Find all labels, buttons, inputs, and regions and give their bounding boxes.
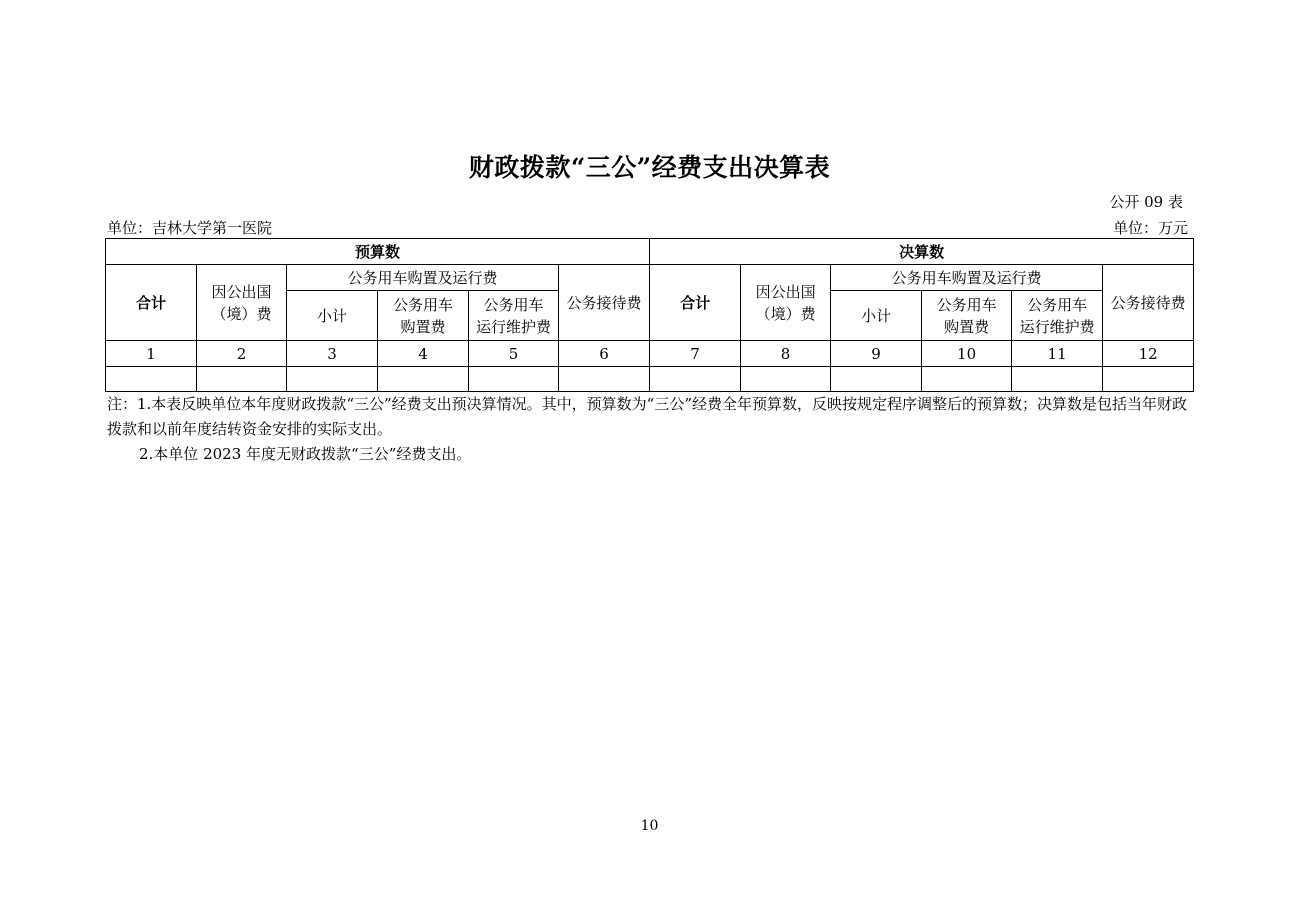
- budget-purchase-line2: 购置费: [400, 317, 446, 336]
- column-number: 11: [1012, 341, 1103, 367]
- table-cell: [922, 367, 1012, 392]
- final-purchase-line2: 购置费: [944, 317, 990, 336]
- budget-abroad-header: [197, 265, 287, 341]
- final-operation-header: [1012, 291, 1103, 341]
- column-number: 5: [469, 341, 559, 367]
- budget-operation-header: [469, 291, 559, 341]
- table-cell: [650, 367, 741, 392]
- final-subtotal-header: 小计: [831, 291, 922, 341]
- table-cell: [559, 367, 650, 392]
- page-title: 财政拨款“三公”经费支出决算表: [468, 153, 831, 182]
- final-abroad-line2: （境）费: [755, 304, 816, 323]
- note-1: 注：1.本表反映单位本年度财政拨款“三公”经费支出预决算情况。其中，预算数为“三公”经费全年预算数，反映按规定程序调整后的预算数；决算数是包括当年财政拨款和以前年度结转资金安排的实际支出。: [107, 395, 1187, 438]
- table-cell: [741, 367, 831, 392]
- final-operation-line1: 公务用车: [1027, 295, 1088, 314]
- table-cell: [378, 367, 469, 392]
- column-number: 12: [1103, 341, 1194, 367]
- final-purchase-line1: 公务用车: [936, 295, 997, 314]
- final-vehicle-group-header: 公务用车购置及运行费: [831, 265, 1103, 291]
- group-budget-header: 预算数: [106, 239, 650, 265]
- form-number: 公开 09 表: [1109, 193, 1183, 211]
- budget-operation-line1: 公务用车: [483, 295, 544, 314]
- unit-currency: 单位：万元: [1112, 219, 1188, 237]
- column-number: 9: [831, 341, 922, 367]
- final-abroad-header: [741, 265, 831, 341]
- budget-reception-header: 公务接待费: [559, 265, 650, 341]
- budget-abroad-line2: （境）费: [211, 304, 272, 323]
- page-number: 10: [640, 818, 659, 834]
- budget-vehicle-group-header: 公务用车购置及运行费: [287, 265, 559, 291]
- table-cell: [469, 367, 559, 392]
- expense-table: [105, 238, 1194, 392]
- budget-total-header: 合计: [106, 265, 197, 341]
- table-cell: [831, 367, 922, 392]
- budget-subtotal-header: 小计: [287, 291, 378, 341]
- table-cell: [106, 367, 197, 392]
- budget-abroad-line1: 因公出国: [211, 282, 272, 301]
- unit-organization: 单位：吉林大学第一医院: [107, 219, 273, 237]
- table-cell: [197, 367, 287, 392]
- final-total-header: 合计: [650, 265, 741, 341]
- final-purchase-header: [922, 291, 1012, 341]
- notes: [107, 392, 1192, 467]
- budget-purchase-header: [378, 291, 469, 341]
- budget-purchase-line1: 公务用车: [392, 295, 453, 314]
- column-number: 6: [559, 341, 650, 367]
- column-number-row: [106, 341, 1194, 367]
- final-abroad-line1: 因公出国: [755, 282, 816, 301]
- note-2: 2.本单位 2023 年度无财政拨款“三公”经费支出。: [139, 445, 472, 463]
- table-cell: [1103, 367, 1194, 392]
- group-final-header: 决算数: [650, 239, 1194, 265]
- table-cell: [1012, 367, 1103, 392]
- data-row: [106, 367, 1194, 392]
- column-number: 8: [741, 341, 831, 367]
- final-reception-header: 公务接待费: [1103, 265, 1194, 341]
- header-row-2: [106, 265, 1194, 291]
- table-cell: [287, 367, 378, 392]
- budget-operation-line2: 运行维护费: [475, 317, 551, 336]
- column-number: 4: [378, 341, 469, 367]
- group-header-row: [106, 239, 1194, 265]
- final-operation-line2: 运行维护费: [1019, 317, 1095, 336]
- column-number: 3: [287, 341, 378, 367]
- column-number: 2: [197, 341, 287, 367]
- column-number: 1: [106, 341, 197, 367]
- column-number: 7: [650, 341, 741, 367]
- column-number: 10: [922, 341, 1012, 367]
